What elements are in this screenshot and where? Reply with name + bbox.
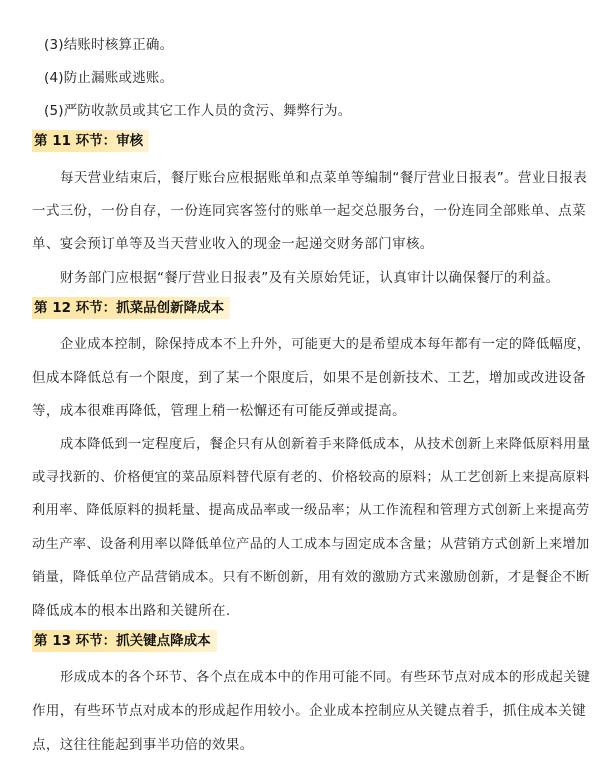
paragraph-line: 或寻找新的、价格便宜的菜品原料替代原有老的、价格较高的原料；从工艺创新上来提高原料 — [32, 470, 590, 485]
paragraph-line: 单、宴会预订单等及当天营业收入的现金一起递交财务部门审核。 — [32, 236, 434, 252]
paragraph-line: 一式三份，一份自存，一份连同宾客签付的账单一起交总服务台，一份连同全部账单、点菜 — [32, 203, 586, 219]
paragraph-line: 点，这往往能起到事半功倍的效果。 — [32, 737, 254, 753]
list-item: (3)结账时核算正确。 — [44, 37, 174, 53]
paragraph-line: 形成成本的各个环节、各个点在成本中的作用可能不同。有些环节点对成本的形成起关键 — [60, 670, 591, 685]
paragraph-line: 企业成本控制，除保持成本不上升外，可能更大的是希望成本每年都有一定的降低幅度， — [60, 337, 591, 352]
paragraph-line: 销量，降低单位产品营销成本。只有不断创新，用有效的激励方式来激励创新，才是餐企不断 — [32, 570, 590, 585]
list-item: (4)防止漏账或逃账。 — [44, 70, 174, 86]
section-heading: 第 12 环节：抓菜品创新降成本 — [32, 297, 230, 319]
section-heading: 第 13 环节：抓关键点降成本 — [32, 630, 217, 652]
paragraph-line: 利用率、降低原料的损耗量、提高成品率或一级品率；从工作流程和管理方式创新上来提高劳 — [32, 503, 590, 518]
paragraph-line: 作用，有些环节点对成本的形成起作用较小。企业成本控制应从关键点着手，抓住成本关键 — [32, 703, 586, 719]
paragraph-line: 等，成本很难再降低，管理上稍一松懈还有可能反弹或提高。 — [32, 403, 406, 419]
paragraph-line: 动生产率、设备利用率以降低单位产品的人工成本与固定成本含量；从营销方式创新上来增加 — [32, 537, 590, 552]
paragraph-line: 成本降低到一定程度后，餐企只有从创新着手来降低成本，从技术创新上来降低原料用量 — [60, 437, 591, 452]
paragraph-line: 财务部门应根据“餐厅营业日报表”及有关原始凭证，认真审计以确保餐厅的利益。 — [60, 270, 560, 286]
section-heading: 第 11 环节：审核 — [32, 130, 149, 152]
paragraph-line: 但成本降低总有一个限度，到了某一个限度后，如果不是创新技术、工艺，增加或改进设备 — [32, 370, 586, 386]
paragraph-line: 降低成本的根本出路和关键所在. — [32, 603, 231, 619]
paragraph-line: 每天营业结束后，餐厅账台应根据账单和点菜单等编制“餐厅营业日报表”。营业日报表 — [60, 170, 588, 186]
list-item: (5)严防收款员或其它工作人员的贪污、舞弊行为。 — [44, 103, 352, 119]
